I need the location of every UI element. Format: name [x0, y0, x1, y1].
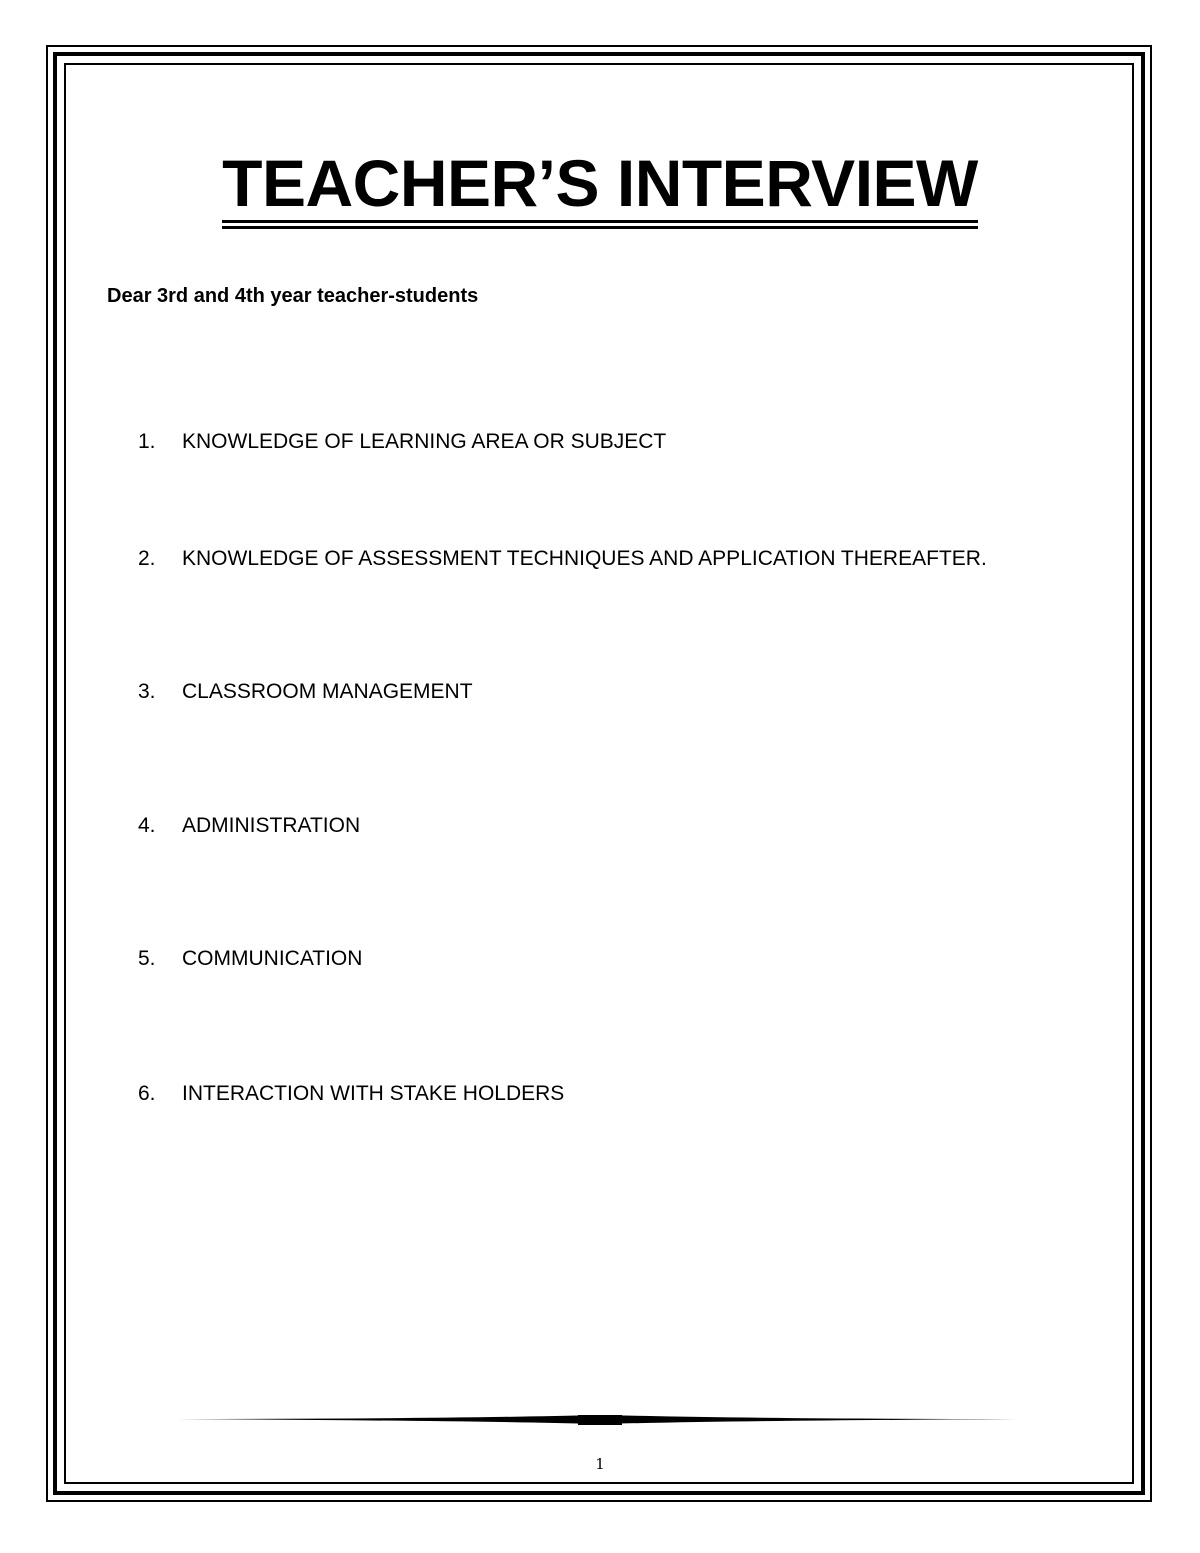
page-border-inner: [53, 52, 1145, 1495]
topic-item: [138, 430, 666, 454]
topic-text: COMMUNICATION: [182, 947, 363, 970]
topic-item: [138, 947, 362, 971]
document-title: [0, 146, 1200, 223]
topic-number: 1.: [138, 430, 156, 453]
topic-text: CLASSROOM MANAGEMENT: [182, 680, 473, 703]
topic-item: [138, 814, 360, 838]
salutation: Dear 3rd and 4th year teacher-students: [107, 285, 479, 307]
topic-number: 2.: [138, 547, 156, 570]
topic-text: INTERACTION WITH STAKE HOLDERS: [182, 1082, 565, 1105]
topic-text: KNOWLEDGE OF ASSESSMENT TECHNIQUES AND APPLICATION THEREAFTER.: [182, 547, 987, 570]
topic-number: 3.: [138, 680, 156, 703]
topic-number: 6.: [138, 1082, 156, 1105]
topic-text: ADMINISTRATION: [182, 814, 361, 837]
topic-item: [138, 680, 473, 704]
document-title-text: TEACHER’S INTERVIEW: [222, 150, 978, 223]
footer-divider: [178, 1413, 1022, 1427]
topic-text: KNOWLEDGE OF LEARNING AREA OR SUBJECT: [182, 430, 667, 453]
page-border: [46, 45, 1152, 1502]
topic-item: [138, 1082, 564, 1106]
page-border-innermost: [64, 63, 1134, 1484]
topic-number: 4.: [138, 814, 156, 837]
topic-number: 5.: [138, 947, 156, 970]
topic-item: [138, 547, 987, 571]
page-number: 1: [595, 1455, 605, 1473]
